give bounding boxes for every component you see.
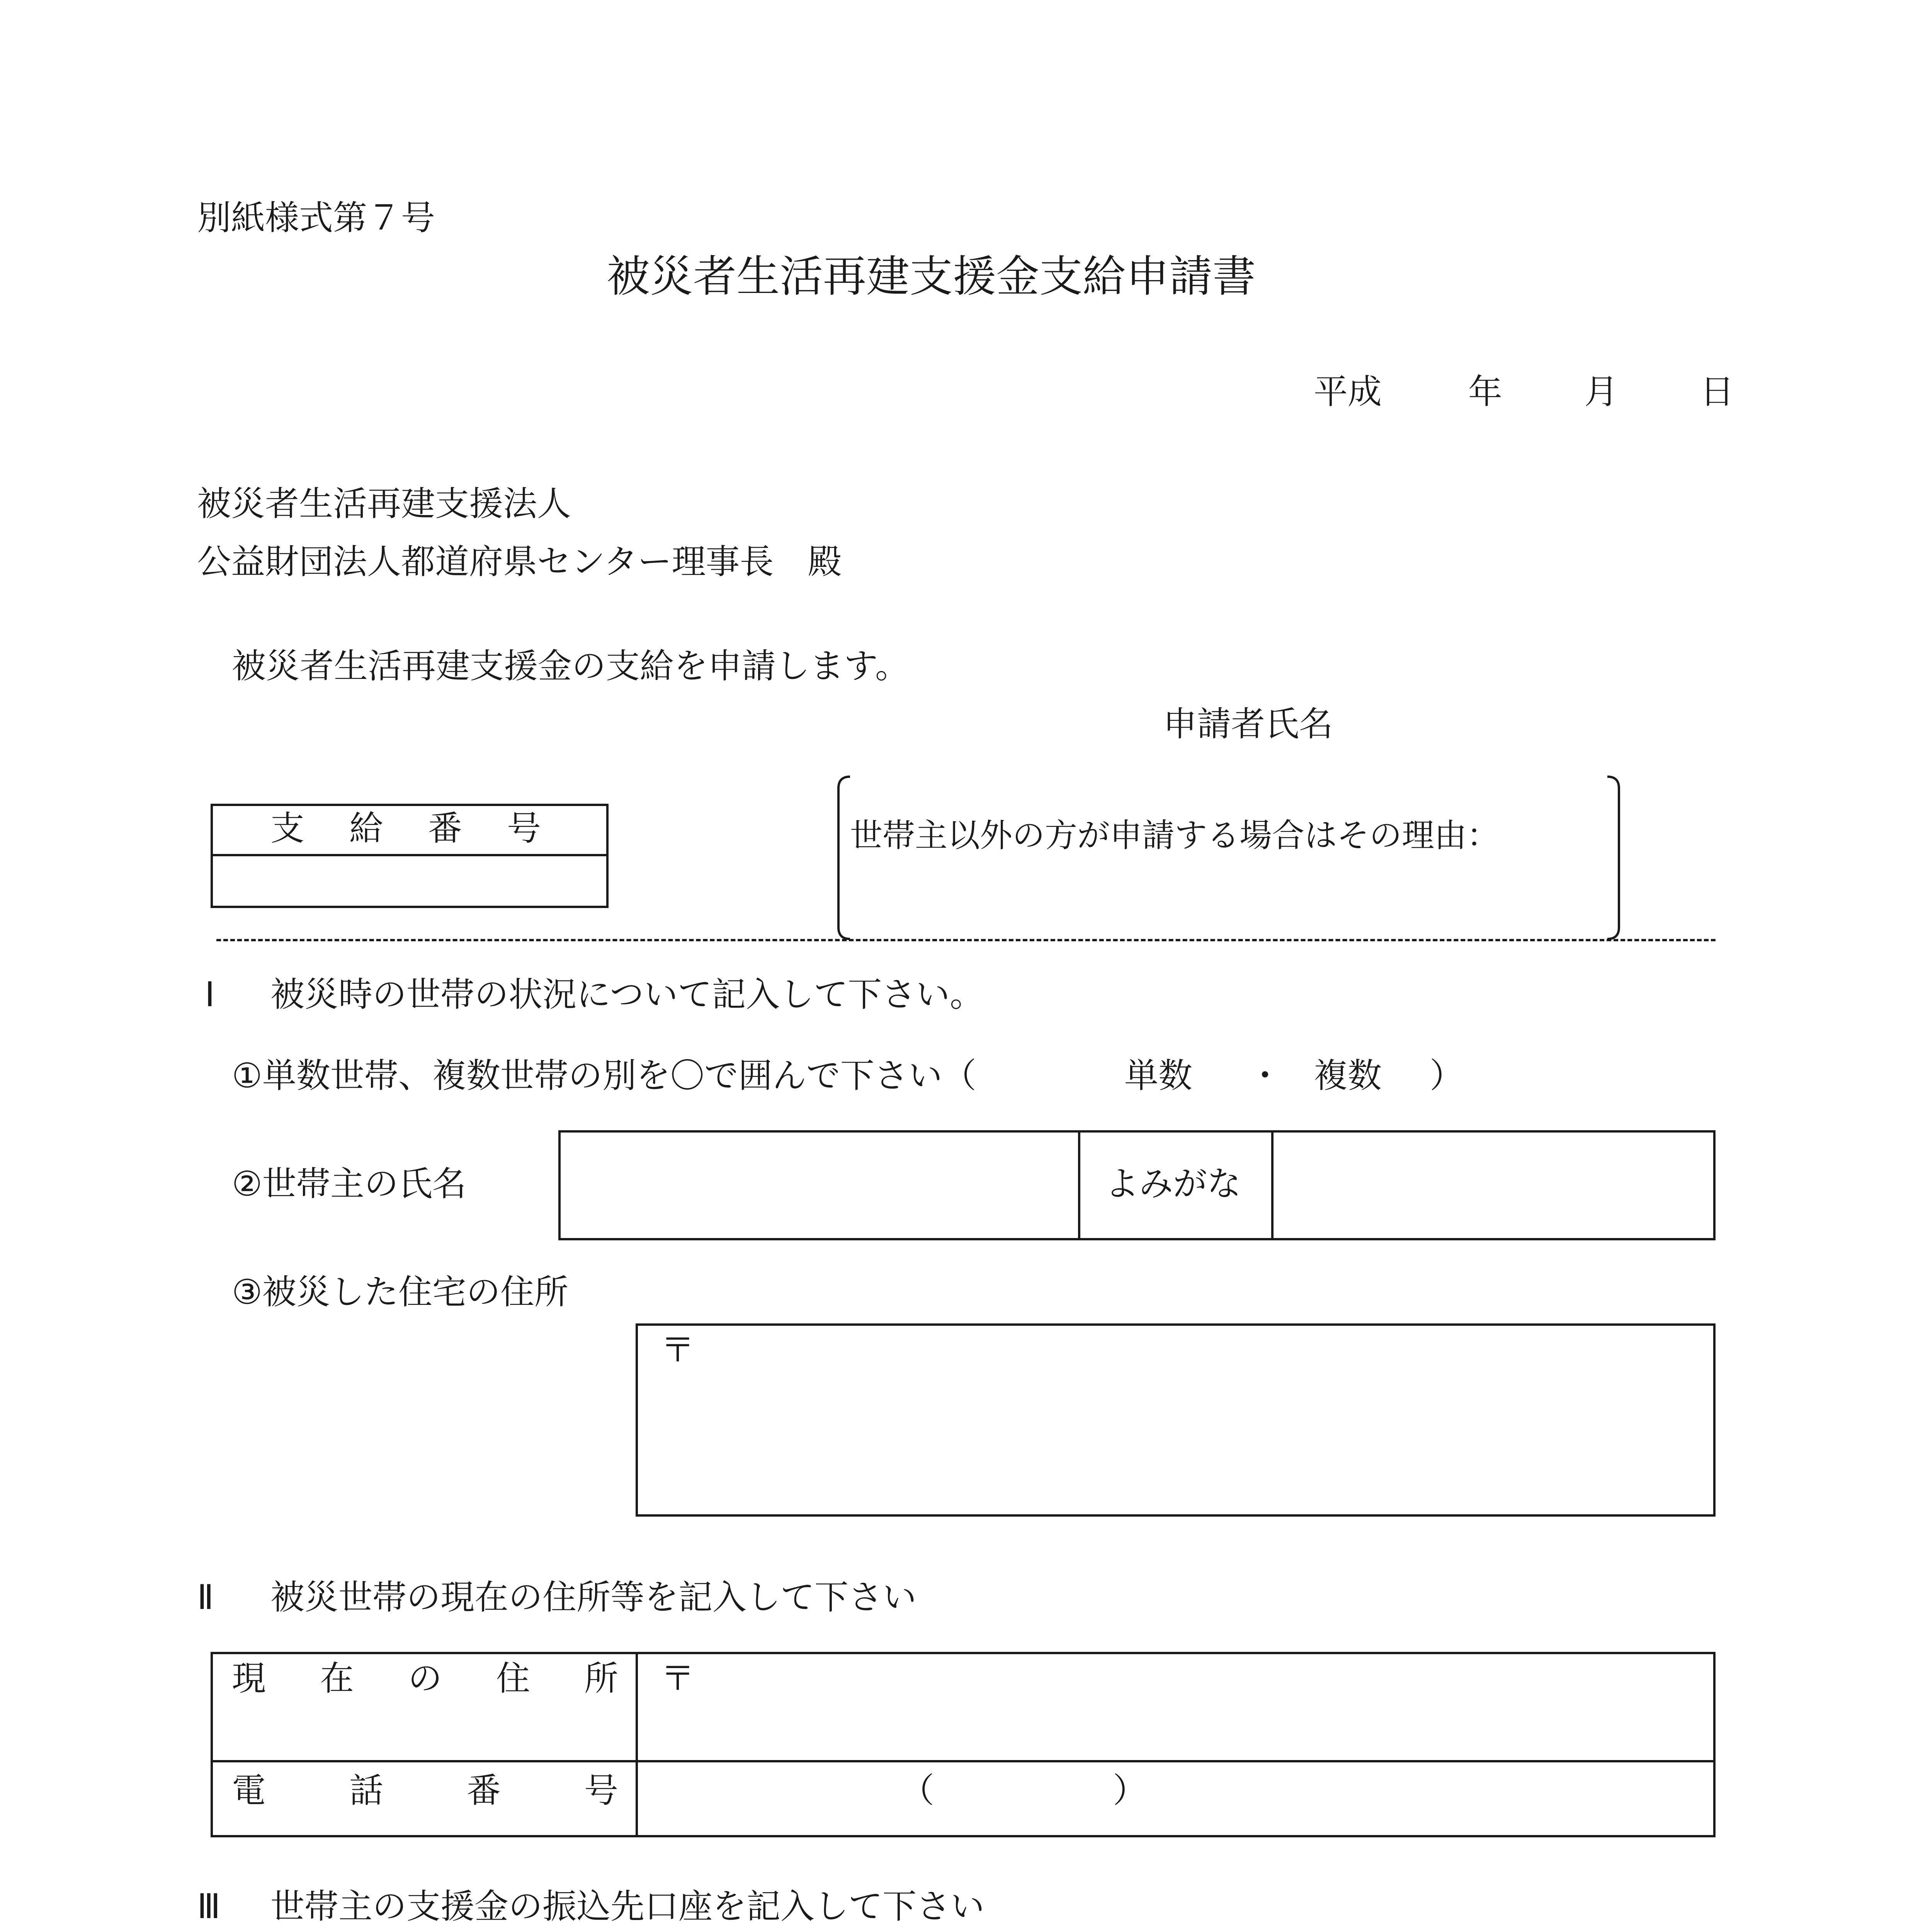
label-char: 番: [466, 1770, 501, 1810]
payment-number-label: [270, 808, 541, 848]
phone-label: [232, 1770, 618, 1810]
page-title: 被災者生活再建支援金支給申請書: [607, 252, 1256, 302]
head-name-input[interactable]: [564, 1136, 1074, 1235]
payment-number-char: 給: [349, 808, 383, 848]
household-single-option[interactable]: 単数: [1124, 1056, 1193, 1095]
table-divider: [636, 1652, 638, 1837]
label-char: 所: [584, 1658, 618, 1698]
addressee-line1: 被災者生活再建支援法人: [197, 484, 571, 524]
phone-paren-close: ）: [1113, 1770, 1147, 1810]
option-close: ）: [1430, 1056, 1464, 1095]
date-day: 日: [1700, 372, 1734, 412]
label-char: 号: [584, 1770, 618, 1810]
reason-input[interactable]: [850, 862, 1607, 931]
applicant-name-label: 申請者氏名: [1163, 704, 1333, 744]
payment-number-char: 支: [270, 808, 305, 848]
payment-number-divider: [211, 854, 609, 856]
yomigana-label: よみがな: [1105, 1164, 1241, 1204]
section1-number: Ⅰ: [205, 975, 215, 1014]
payment-number-char: 番: [428, 808, 462, 848]
cut-line: [216, 939, 1716, 941]
label-char: 住: [496, 1658, 530, 1698]
head-name-divider: [1271, 1130, 1274, 1240]
postal-mark: 〒: [661, 1330, 695, 1370]
section3-number: Ⅲ: [197, 1886, 221, 1926]
label-char: 在: [320, 1658, 354, 1698]
phone-input[interactable]: [641, 1766, 1710, 1832]
label-char: 話: [349, 1770, 383, 1810]
postal-mark: 〒: [661, 1658, 695, 1698]
payment-number-input[interactable]: [216, 859, 603, 903]
yomigana-input[interactable]: [1277, 1136, 1710, 1235]
payment-number-char: 号: [507, 808, 541, 848]
label-char: の: [408, 1658, 442, 1698]
damaged-address-box[interactable]: [636, 1323, 1716, 1517]
label-char: 現: [232, 1658, 266, 1698]
reason-note: 世帯主以外の方が申請する場合はその理由：: [850, 816, 1500, 854]
request-text: 被災者生活再建支援金の支給を申請します。: [232, 646, 909, 686]
form-number: 別紙様式第７号: [197, 198, 435, 238]
section1-heading: 被災時の世帯の状況について記入して下さい。: [270, 975, 984, 1014]
table-divider: [211, 1760, 1716, 1762]
head-name-label: ②世帯主の氏名: [232, 1164, 466, 1204]
label-char: 電: [232, 1770, 266, 1810]
household-multiple-option[interactable]: 複数: [1314, 1056, 1382, 1095]
household-type-question: ①単数世帯、複数世帯の別を〇で囲んで下さい（: [232, 1056, 976, 1095]
section2-heading: 被災世帯の現在の住所等を記入して下さい: [270, 1577, 917, 1617]
section2-number: Ⅱ: [197, 1577, 214, 1617]
addressee-line2: 公益財団法人都道府県センター理事長 殿: [197, 542, 842, 582]
head-name-divider: [1078, 1130, 1080, 1240]
section3-heading: 世帯主の支援金の振込先口座を記入して下さい: [270, 1886, 985, 1926]
date-month: 月: [1584, 372, 1619, 412]
current-address-label: [232, 1658, 618, 1698]
date-era: 平成: [1314, 372, 1382, 412]
phone-paren-open: （: [900, 1770, 935, 1810]
option-separator: ・: [1248, 1056, 1282, 1095]
date-year: 年: [1468, 372, 1503, 412]
current-address-input[interactable]: [641, 1658, 1710, 1754]
damaged-address-label: ③被災した住宅の住所: [232, 1272, 568, 1312]
